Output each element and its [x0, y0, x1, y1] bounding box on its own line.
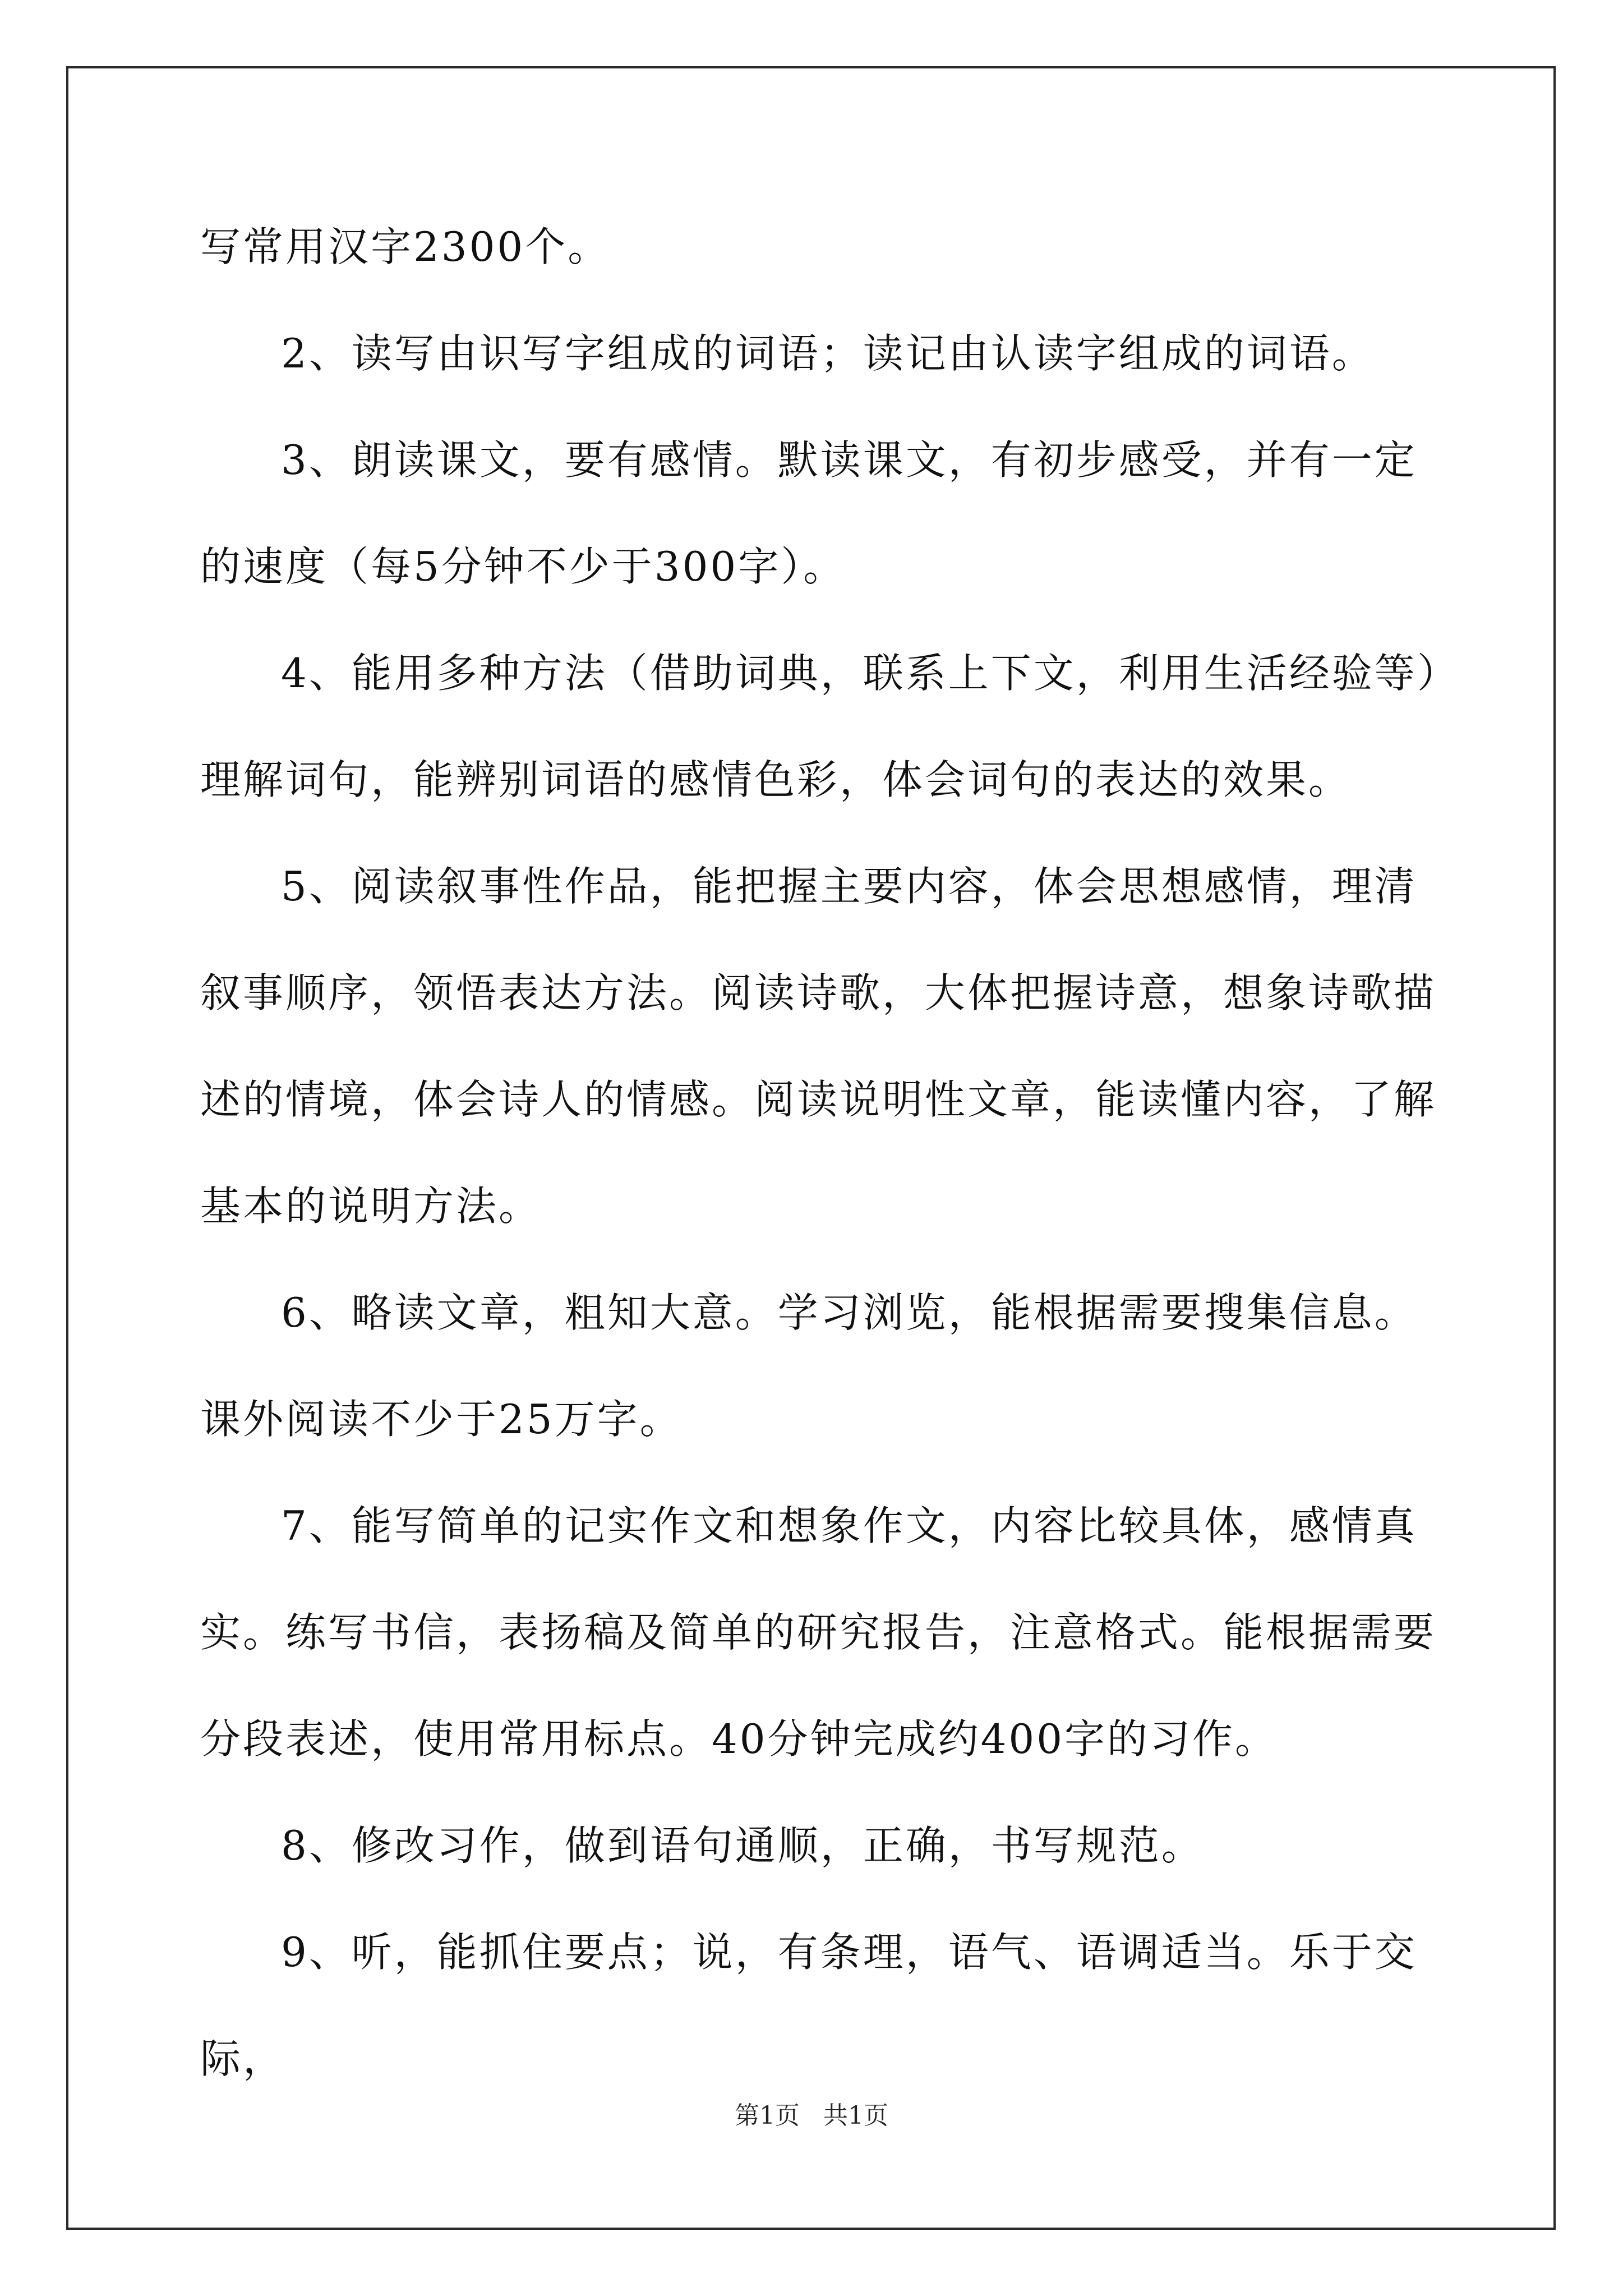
- document-body: [200, 194, 1440, 2112]
- paragraph-6: 6、略读文章，粗知大意。学习浏览，能根据需要搜集信息。课外阅读不少于25万字。: [200, 1289, 1417, 1443]
- paragraph-4: 4、能用多种方法（借助词典，联系上下文，利用生活经验等）理解词句，能辨别词语的感情色彩，体会词句的表达的效果。: [200, 650, 1440, 803]
- page-number-footer: 第1页 共1页: [735, 2101, 888, 2130]
- paragraph-2: 2、读写由识写字组成的词语；读记由认读字组成的词语。: [281, 330, 1375, 377]
- paragraph-1: 写常用汉字2300个。: [200, 223, 611, 270]
- paragraph-7: 7、能写简单的记实作文和想象作文，内容比较具体，感情真实。练写书信，表扬稿及简单的研究报告，注意格式。能根据需要分段表述，使用常用标点。40分钟完成约400字的习作。: [200, 1502, 1437, 1763]
- paragraph-8: 8、修改习作，做到语句通顺，正确，书写规范。: [281, 1822, 1204, 1869]
- paragraph-3: 3、朗读课文，要有感情。默读课文，有初步感受，并有一定的速度（每5分钟不少于300字）。: [200, 436, 1417, 590]
- paragraph-9: 9、听，能抓住要点；说，有条理，语气、语调适当。乐于交际，: [200, 1929, 1417, 2082]
- paragraph-5: 5、阅读叙事性作品，能把握主要内容，体会思想感情，理清叙事顺序，领悟表达方法。阅读诗歌，大体把握诗意，想象诗歌描述的情境，体会诗人的情感。阅读说明性文章，能读懂内容，了解基本的说明方法。: [200, 863, 1437, 1230]
